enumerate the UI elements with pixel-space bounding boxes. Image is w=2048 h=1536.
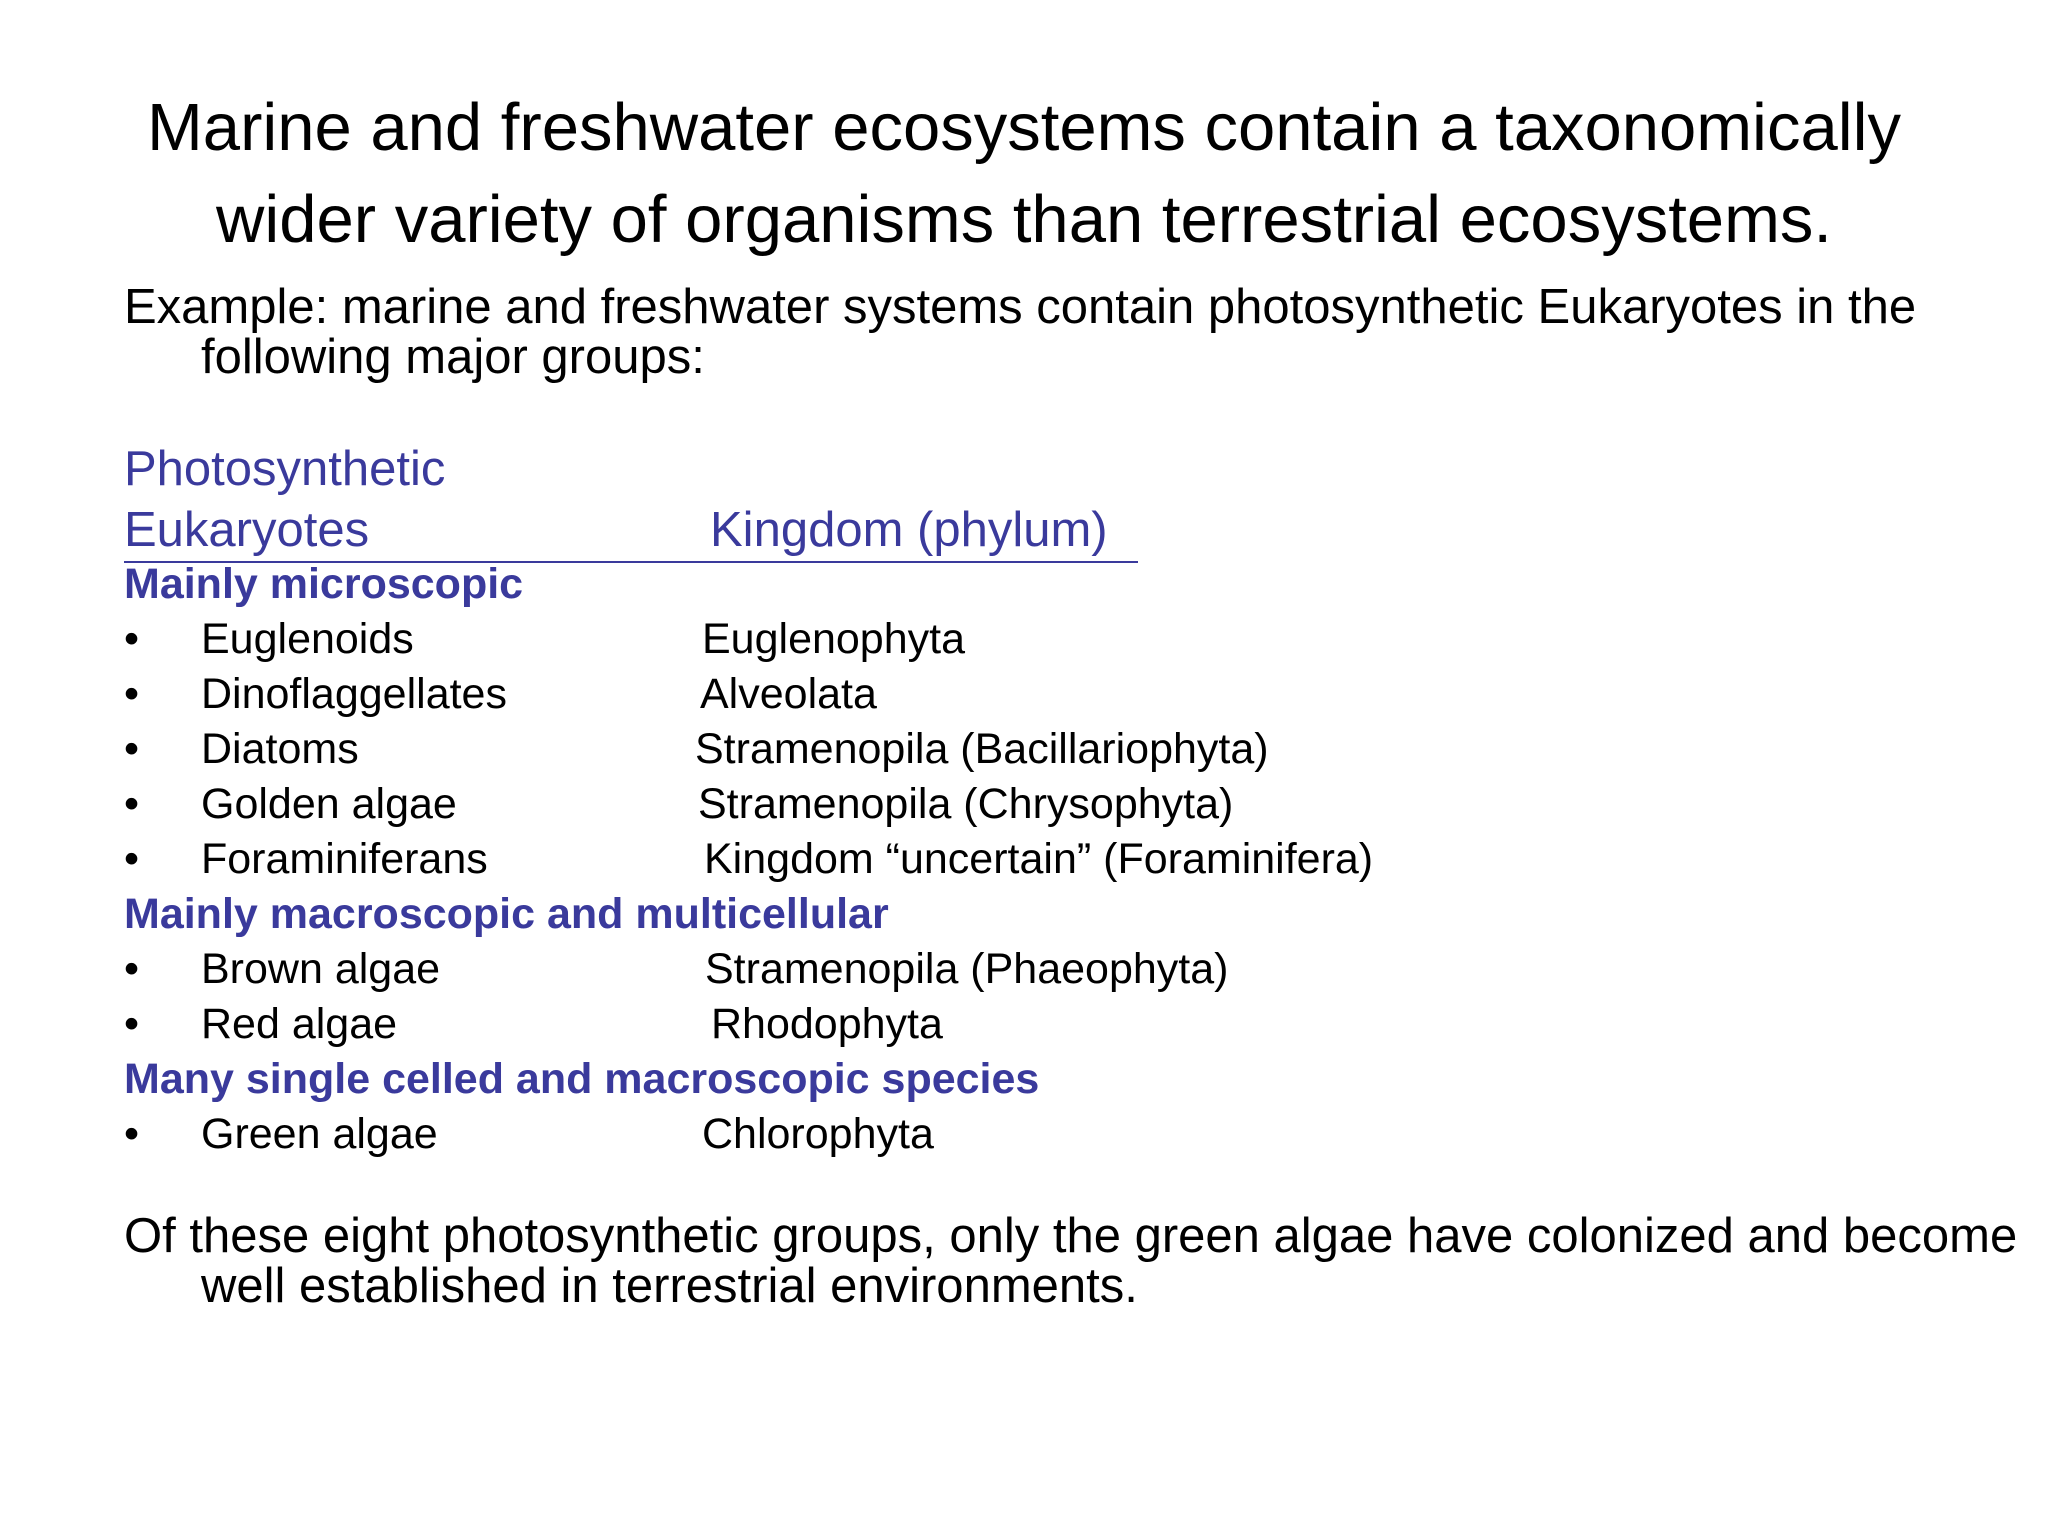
bullet-icon: • [124,945,140,993]
group-heading-single-celled: Many single celled and macroscopic species [124,1055,1040,1103]
slide-title-line-2: wider variety of organisms than terrestrial ecosystems. [215,182,1832,257]
organism-name: Red algae [201,1000,398,1048]
intro-paragraph: Example: marine and freshwater systems contain photosynthetic Eukaryotes in the following major groups: [124,280,1917,384]
bullet-icon: • [124,725,140,773]
bullet-icon: • [124,670,140,718]
kingdom-name: Stramenopila (Chrysophyta) [698,780,1234,828]
organism-name: Green algae [201,1110,438,1158]
slide-title [0,82,2048,266]
organism-name: Diatoms [201,725,359,773]
bullet-icon: • [124,835,140,883]
table-header-kingdom: Kingdom (phylum) [710,503,1108,557]
kingdom-name: Stramenopila (Phaeophyta) [705,945,1229,993]
bullet-icon: • [124,1110,140,1158]
table-header-eukaryotes: Eukaryotes [124,503,370,557]
organism-name: Foraminiferans [201,835,488,883]
table-row-golden-algae [124,777,1824,832]
organism-name: Brown algae [201,945,441,993]
bullet-icon: • [124,615,140,663]
kingdom-name: Stramenopila (Bacillariophyta) [695,725,1269,773]
organism-name: Euglenoids [201,615,414,663]
conclusion-paragraph: Of these eight photosynthetic groups, only the green algae have colonized and become well established in terrestrial environments. [124,1209,2018,1313]
table-row-euglenoids [124,612,1824,667]
table-row-diatoms [124,722,1824,777]
organism-name: Golden algae [201,780,457,828]
table-header-row [124,499,1138,563]
table-row-green-algae [124,1107,1824,1162]
kingdom-name: Euglenophyta [702,615,965,663]
slide-title-line-1: Marine and freshwater ecosystems contain a taxonomically [147,90,1901,165]
organism-name: Dinoflaggellates [201,670,507,718]
group-heading-macroscopic: Mainly macroscopic and multicellular [124,890,889,938]
bullet-icon: • [124,780,140,828]
table-row-dinoflaggellates [124,667,1824,722]
kingdom-name: Rhodophyta [711,1000,943,1048]
group-heading-microscopic: Mainly microscopic [124,560,524,608]
table-header-photosynthetic: Photosynthetic [124,442,446,496]
table-row-red-algae [124,997,1824,1052]
kingdom-name: Alveolata [700,670,877,718]
kingdom-name: Chlorophyta [702,1110,934,1158]
table-row-brown-algae [124,942,1824,997]
table-row-foraminiferans [124,832,1824,887]
bullet-icon: • [124,1000,140,1048]
kingdom-name: Kingdom “uncertain” (Foraminifera) [704,835,1374,883]
